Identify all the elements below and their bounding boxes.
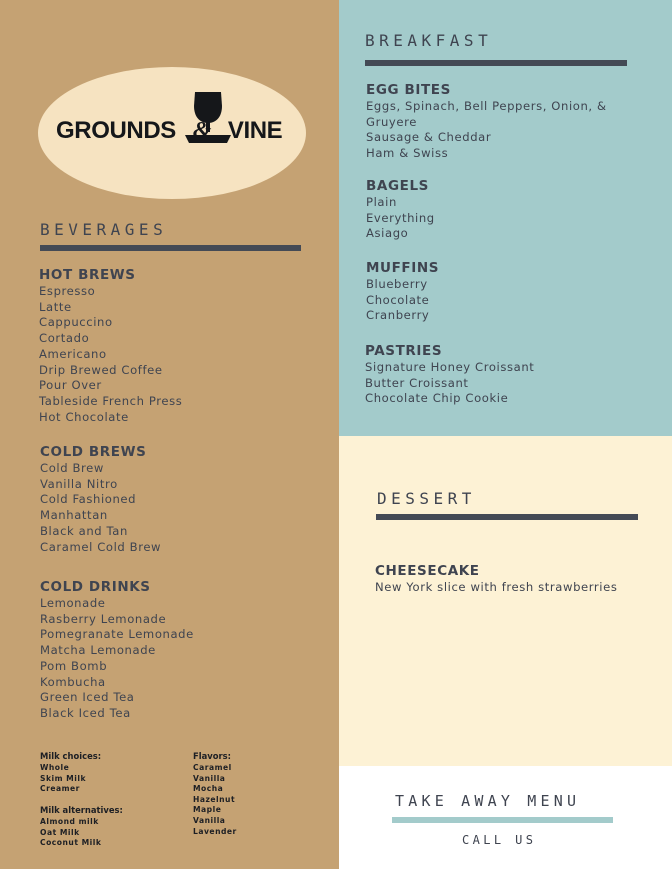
- list-item: Cappuccino: [39, 315, 113, 330]
- list-item: Maple: [193, 805, 222, 815]
- list-item: Vanilla Nitro: [40, 476, 118, 491]
- list-item: Chocolate Chip Cookie: [365, 391, 509, 406]
- beverages-rule: [40, 245, 301, 251]
- list-item: Ham & Swiss: [366, 146, 449, 161]
- list-item: Chocolate: [366, 292, 430, 307]
- milk-alternatives-heading: Milk alternatives:: [40, 805, 123, 815]
- list-item: Cortado: [39, 331, 90, 346]
- list-item: Caramel Cold Brew: [40, 539, 162, 554]
- logo-text: [56, 117, 282, 145]
- dessert-title: DESSERT: [377, 489, 476, 508]
- list-item: Coconut Milk: [40, 838, 102, 848]
- list-item: Espresso: [39, 284, 96, 298]
- list-item: Manhattan: [40, 508, 108, 523]
- list-item: Everything: [366, 210, 435, 225]
- list-item: Sausage & Cheddar: [366, 130, 492, 145]
- list-item: Cold Fashioned: [40, 492, 137, 507]
- list-item: Mocha: [193, 784, 224, 794]
- takeaway-panel: [339, 766, 672, 869]
- list-item: Caramel: [193, 763, 232, 772]
- list-item: Whole: [40, 763, 70, 772]
- list-item: Cold Brew: [40, 461, 104, 475]
- pastries-heading: PASTRIES: [365, 343, 443, 359]
- egg-bites-heading: EGG BITES: [366, 82, 451, 98]
- muffins-heading: MUFFINS: [366, 260, 440, 276]
- list-item: Pom Bomb: [40, 658, 108, 673]
- list-item: Gruyere: [366, 114, 417, 129]
- list-item: Green Iced Tea: [40, 690, 135, 705]
- list-item: Cranberry: [366, 308, 430, 323]
- list-item: Asiago: [366, 226, 409, 241]
- flavors-heading: Flavors:: [193, 751, 231, 761]
- dessert-rule: [376, 514, 638, 520]
- logo-word-grounds: GROUNDS: [56, 117, 176, 144]
- list-item: Creamer: [40, 784, 80, 794]
- breakfast-panel: [339, 0, 672, 436]
- list-item: Black and Tan: [40, 523, 128, 538]
- list-item: Hot Chocolate: [39, 409, 129, 424]
- list-item: Almond milk: [40, 817, 99, 826]
- list-item: Hazelnut: [193, 794, 236, 804]
- milk-alternatives-list: [40, 817, 101, 849]
- cold-brews-heading: COLD BREWS: [40, 444, 147, 460]
- list-item: Signature Honey Croissant: [365, 360, 535, 374]
- breakfast-title: BREAKFAST: [365, 31, 493, 50]
- bagels-list: [366, 195, 435, 242]
- egg-bites-list: [366, 99, 607, 162]
- list-item: Black Iced Tea: [40, 705, 131, 720]
- milk-choices-heading: Milk choices:: [40, 751, 102, 761]
- list-item: Eggs, Spinach, Bell Peppers, Onion, &: [366, 99, 607, 113]
- list-item: Skim Milk: [40, 773, 86, 783]
- takeaway-rule: [392, 817, 613, 823]
- muffins-list: [366, 277, 429, 324]
- list-item: Oat Milk: [40, 827, 80, 837]
- list-item: Butter Croissant: [365, 375, 469, 390]
- hot-brews-list: [39, 284, 182, 425]
- list-item: Plain: [366, 195, 397, 209]
- list-item: Latte: [39, 299, 72, 314]
- list-item: Tableside French Press: [39, 393, 183, 408]
- list-item: Americano: [39, 346, 107, 361]
- flavors-list: [193, 763, 237, 837]
- list-item: Matcha Lemonade: [40, 643, 156, 658]
- list-item: Lemonade: [40, 596, 106, 610]
- takeaway-title: TAKE AWAY MENU: [395, 792, 581, 810]
- cold-drinks-heading: COLD DRINKS: [40, 579, 151, 595]
- list-item: Blueberry: [366, 277, 428, 291]
- logo-ampersand: &: [192, 118, 212, 144]
- cheesecake-description: New York slice with fresh strawberries: [375, 580, 618, 594]
- cold-brews-list: [40, 461, 161, 555]
- beverages-title: BEVERAGES: [40, 220, 168, 239]
- hot-brews-heading: HOT BREWS: [39, 267, 136, 283]
- bagels-heading: BAGELS: [366, 178, 429, 194]
- list-item: Vanilla: [193, 773, 226, 783]
- pastries-list: [365, 360, 534, 407]
- breakfast-rule: [365, 60, 627, 66]
- milk-choices-list: [40, 763, 86, 795]
- list-item: Pomegranate Lemonade: [40, 627, 194, 642]
- call-us-button[interactable]: CALL US: [462, 833, 537, 847]
- cold-drinks-list: [40, 596, 194, 722]
- list-item: Rasberry Lemonade: [40, 611, 167, 626]
- list-item: Drip Brewed Coffee: [39, 362, 163, 377]
- list-item: Lavender: [193, 826, 237, 836]
- dessert-panel: [339, 436, 672, 766]
- list-item: Vanilla: [193, 815, 226, 825]
- logo-word-vine: VINE: [227, 117, 283, 144]
- list-item: Kombucha: [40, 674, 106, 689]
- list-item: Pour Over: [39, 378, 102, 393]
- cheesecake-heading: CHEESECAKE: [375, 563, 480, 579]
